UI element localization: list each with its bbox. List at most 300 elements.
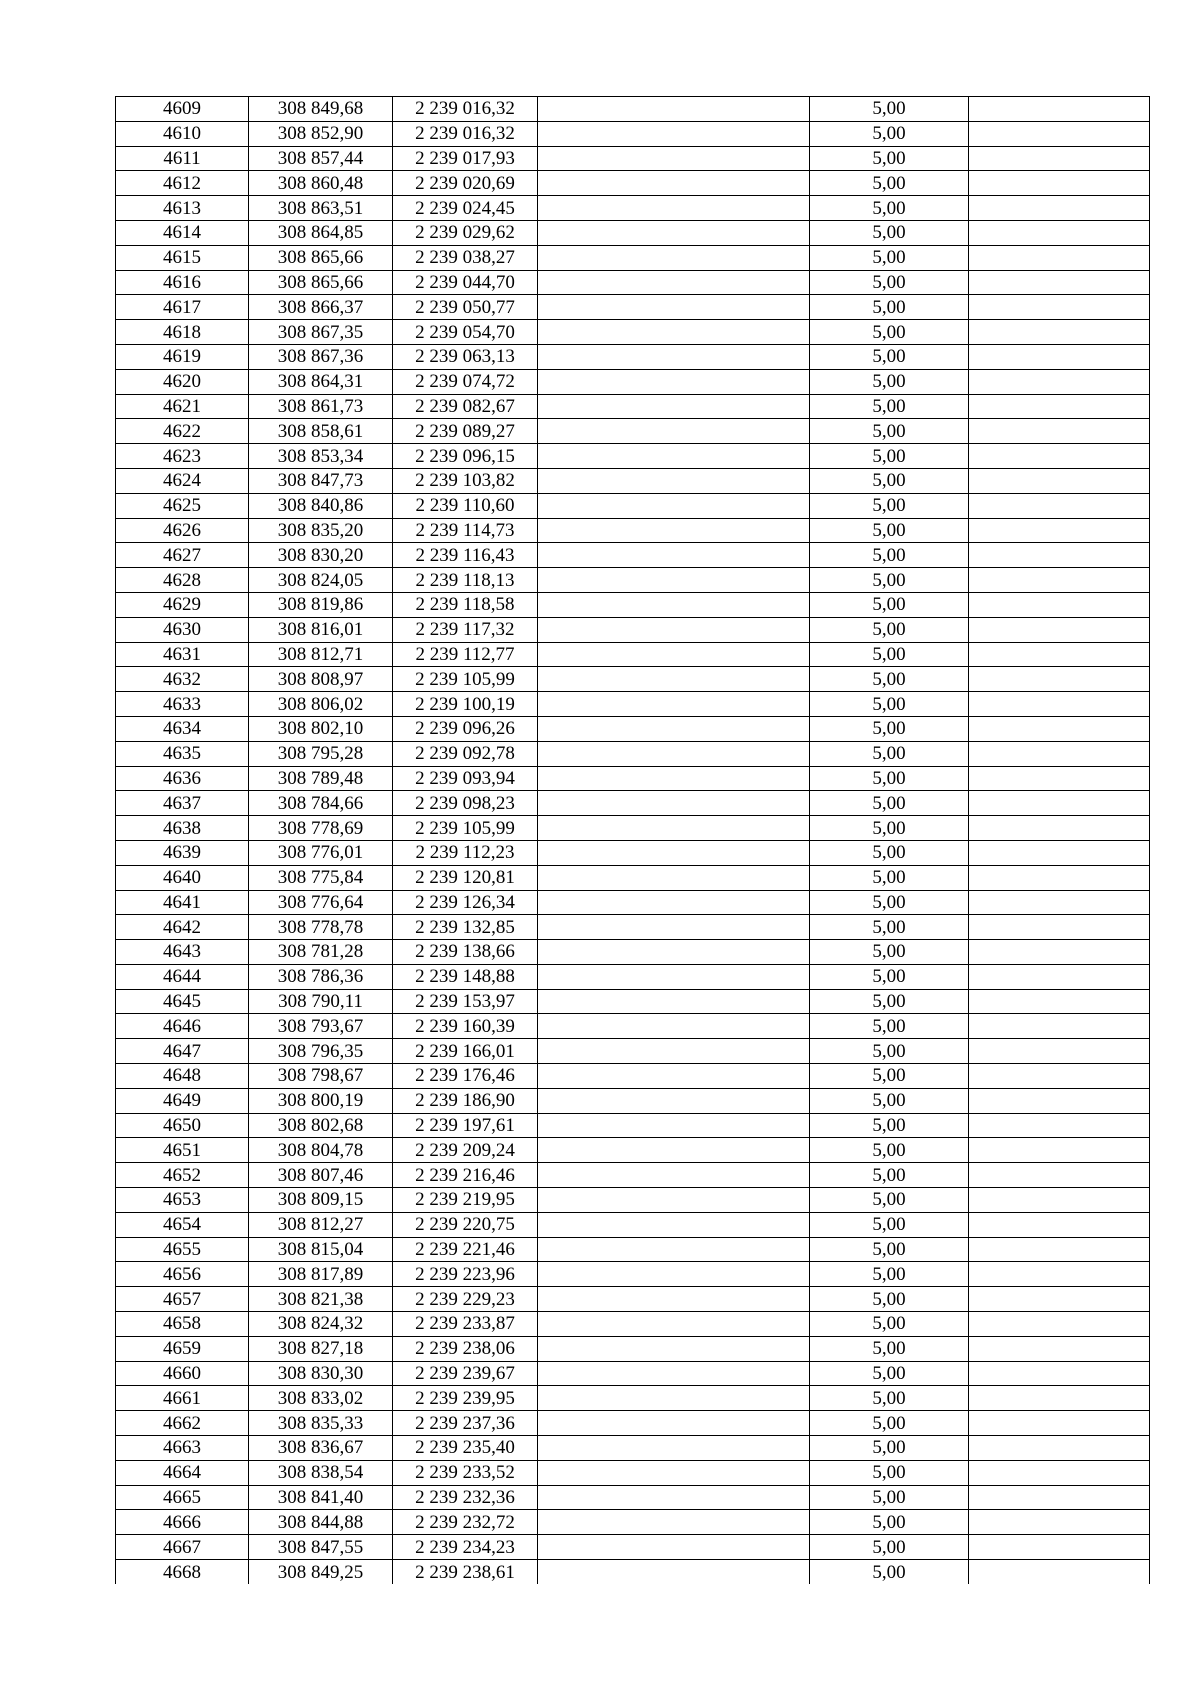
table-row xyxy=(116,592,1150,617)
point-number-cell: 4634 xyxy=(116,716,249,741)
empty-cell xyxy=(538,394,810,419)
point-number-cell: 4664 xyxy=(116,1460,249,1485)
y-coordinate-cell: 2 239 100,19 xyxy=(393,692,538,717)
x-coordinate-cell: 308 778,69 xyxy=(249,816,393,841)
y-coordinate-cell: 2 239 098,23 xyxy=(393,791,538,816)
x-coordinate-cell: 308 824,05 xyxy=(249,568,393,593)
empty-cell xyxy=(969,1138,1150,1163)
value-cell: 5,00 xyxy=(810,245,969,270)
empty-cell xyxy=(538,1113,810,1138)
table-row xyxy=(116,1014,1150,1039)
value-cell: 5,00 xyxy=(810,543,969,568)
table-row xyxy=(116,369,1150,394)
empty-cell xyxy=(538,369,810,394)
y-coordinate-cell: 2 239 112,23 xyxy=(393,840,538,865)
value-cell: 5,00 xyxy=(810,518,969,543)
empty-cell xyxy=(969,1460,1150,1485)
empty-cell xyxy=(538,171,810,196)
y-coordinate-cell: 2 239 110,60 xyxy=(393,493,538,518)
empty-cell xyxy=(969,642,1150,667)
x-coordinate-cell: 308 830,30 xyxy=(249,1361,393,1386)
table-row xyxy=(116,1386,1150,1411)
point-number-cell: 4646 xyxy=(116,1014,249,1039)
table-row xyxy=(116,320,1150,345)
point-number-cell: 4647 xyxy=(116,1039,249,1064)
x-coordinate-cell: 308 809,15 xyxy=(249,1188,393,1213)
empty-cell xyxy=(969,915,1150,940)
y-coordinate-cell: 2 239 238,61 xyxy=(393,1560,538,1585)
empty-cell xyxy=(538,1212,810,1237)
value-cell: 5,00 xyxy=(810,270,969,295)
table-row xyxy=(116,716,1150,741)
empty-cell xyxy=(538,97,810,122)
empty-cell xyxy=(969,964,1150,989)
point-number-cell: 4641 xyxy=(116,890,249,915)
value-cell: 5,00 xyxy=(810,295,969,320)
y-coordinate-cell: 2 239 050,77 xyxy=(393,295,538,320)
value-cell: 5,00 xyxy=(810,1088,969,1113)
empty-cell xyxy=(969,840,1150,865)
table-row xyxy=(116,444,1150,469)
value-cell: 5,00 xyxy=(810,97,969,122)
empty-cell xyxy=(538,1039,810,1064)
empty-cell xyxy=(538,1014,810,1039)
y-coordinate-cell: 2 239 020,69 xyxy=(393,171,538,196)
x-coordinate-cell: 308 830,20 xyxy=(249,543,393,568)
value-cell: 5,00 xyxy=(810,667,969,692)
empty-cell xyxy=(538,692,810,717)
x-coordinate-cell: 308 804,78 xyxy=(249,1138,393,1163)
y-coordinate-cell: 2 239 016,32 xyxy=(393,97,538,122)
empty-cell xyxy=(969,1336,1150,1361)
empty-cell xyxy=(538,667,810,692)
empty-cell xyxy=(538,989,810,1014)
x-coordinate-cell: 308 776,64 xyxy=(249,890,393,915)
point-number-cell: 4637 xyxy=(116,791,249,816)
x-coordinate-cell: 308 816,01 xyxy=(249,617,393,642)
point-number-cell: 4665 xyxy=(116,1485,249,1510)
empty-cell xyxy=(969,419,1150,444)
empty-cell xyxy=(538,1386,810,1411)
empty-cell xyxy=(538,1535,810,1560)
empty-cell xyxy=(969,1014,1150,1039)
value-cell: 5,00 xyxy=(810,468,969,493)
value-cell: 5,00 xyxy=(810,840,969,865)
empty-cell xyxy=(969,1262,1150,1287)
point-number-cell: 4661 xyxy=(116,1386,249,1411)
value-cell: 5,00 xyxy=(810,1014,969,1039)
empty-cell xyxy=(538,1138,810,1163)
y-coordinate-cell: 2 239 105,99 xyxy=(393,816,538,841)
y-coordinate-cell: 2 239 237,36 xyxy=(393,1411,538,1436)
x-coordinate-cell: 308 798,67 xyxy=(249,1064,393,1089)
value-cell: 5,00 xyxy=(810,444,969,469)
x-coordinate-cell: 308 802,68 xyxy=(249,1113,393,1138)
empty-cell xyxy=(538,592,810,617)
empty-cell xyxy=(969,1088,1150,1113)
table-row xyxy=(116,419,1150,444)
empty-cell xyxy=(969,791,1150,816)
table-row xyxy=(116,617,1150,642)
value-cell: 5,00 xyxy=(810,1039,969,1064)
empty-cell xyxy=(969,444,1150,469)
empty-cell xyxy=(969,816,1150,841)
point-number-cell: 4633 xyxy=(116,692,249,717)
value-cell: 5,00 xyxy=(810,1386,969,1411)
y-coordinate-cell: 2 239 082,67 xyxy=(393,394,538,419)
empty-cell xyxy=(538,915,810,940)
y-coordinate-cell: 2 239 089,27 xyxy=(393,419,538,444)
empty-cell xyxy=(969,1212,1150,1237)
empty-cell xyxy=(969,146,1150,171)
table-row xyxy=(116,791,1150,816)
point-number-cell: 4660 xyxy=(116,1361,249,1386)
table-row xyxy=(116,468,1150,493)
value-cell: 5,00 xyxy=(810,1560,969,1585)
point-number-cell: 4623 xyxy=(116,444,249,469)
point-number-cell: 4628 xyxy=(116,568,249,593)
empty-cell xyxy=(538,121,810,146)
empty-cell xyxy=(969,989,1150,1014)
table-row xyxy=(116,816,1150,841)
empty-cell xyxy=(969,667,1150,692)
y-coordinate-cell: 2 239 239,95 xyxy=(393,1386,538,1411)
x-coordinate-cell: 308 793,67 xyxy=(249,1014,393,1039)
empty-cell xyxy=(969,1361,1150,1386)
point-number-cell: 4619 xyxy=(116,344,249,369)
y-coordinate-cell: 2 239 233,52 xyxy=(393,1460,538,1485)
point-number-cell: 4622 xyxy=(116,419,249,444)
point-number-cell: 4614 xyxy=(116,220,249,245)
y-coordinate-cell: 2 239 166,01 xyxy=(393,1039,538,1064)
x-coordinate-cell: 308 867,35 xyxy=(249,320,393,345)
table-row xyxy=(116,1287,1150,1312)
empty-cell xyxy=(969,1485,1150,1510)
empty-cell xyxy=(538,1436,810,1461)
y-coordinate-cell: 2 239 017,93 xyxy=(393,146,538,171)
y-coordinate-cell: 2 239 221,46 xyxy=(393,1237,538,1262)
x-coordinate-cell: 308 795,28 xyxy=(249,741,393,766)
table-row xyxy=(116,1262,1150,1287)
empty-cell xyxy=(538,1262,810,1287)
empty-cell xyxy=(538,518,810,543)
point-number-cell: 4640 xyxy=(116,865,249,890)
y-coordinate-cell: 2 239 044,70 xyxy=(393,270,538,295)
x-coordinate-cell: 308 841,40 xyxy=(249,1485,393,1510)
table-row xyxy=(116,692,1150,717)
empty-cell xyxy=(538,1411,810,1436)
empty-cell xyxy=(969,1113,1150,1138)
point-number-cell: 4630 xyxy=(116,617,249,642)
table-row xyxy=(116,394,1150,419)
empty-cell xyxy=(969,766,1150,791)
value-cell: 5,00 xyxy=(810,196,969,221)
empty-cell xyxy=(538,716,810,741)
x-coordinate-cell: 308 796,35 xyxy=(249,1039,393,1064)
value-cell: 5,00 xyxy=(810,419,969,444)
empty-cell xyxy=(538,444,810,469)
point-number-cell: 4639 xyxy=(116,840,249,865)
value-cell: 5,00 xyxy=(810,1188,969,1213)
value-cell: 5,00 xyxy=(810,146,969,171)
y-coordinate-cell: 2 239 029,62 xyxy=(393,220,538,245)
x-coordinate-cell: 308 849,25 xyxy=(249,1560,393,1585)
value-cell: 5,00 xyxy=(810,121,969,146)
point-number-cell: 4620 xyxy=(116,369,249,394)
point-number-cell: 4618 xyxy=(116,320,249,345)
point-number-cell: 4610 xyxy=(116,121,249,146)
x-coordinate-cell: 308 775,84 xyxy=(249,865,393,890)
point-number-cell: 4652 xyxy=(116,1163,249,1188)
table-row xyxy=(116,1188,1150,1213)
x-coordinate-cell: 308 786,36 xyxy=(249,964,393,989)
y-coordinate-cell: 2 239 232,72 xyxy=(393,1510,538,1535)
point-number-cell: 4643 xyxy=(116,940,249,965)
y-coordinate-cell: 2 239 092,78 xyxy=(393,741,538,766)
x-coordinate-cell: 308 852,90 xyxy=(249,121,393,146)
y-coordinate-cell: 2 239 093,94 xyxy=(393,766,538,791)
table-row xyxy=(116,1560,1150,1585)
table-row xyxy=(116,1336,1150,1361)
empty-cell xyxy=(969,518,1150,543)
y-coordinate-cell: 2 239 216,46 xyxy=(393,1163,538,1188)
y-coordinate-cell: 2 239 232,36 xyxy=(393,1485,538,1510)
x-coordinate-cell: 308 840,86 xyxy=(249,493,393,518)
empty-cell xyxy=(538,220,810,245)
y-coordinate-cell: 2 239 117,32 xyxy=(393,617,538,642)
empty-cell xyxy=(969,1386,1150,1411)
value-cell: 5,00 xyxy=(810,964,969,989)
empty-cell xyxy=(969,1436,1150,1461)
y-coordinate-cell: 2 239 223,96 xyxy=(393,1262,538,1287)
x-coordinate-cell: 308 857,44 xyxy=(249,146,393,171)
table-row xyxy=(116,1113,1150,1138)
point-number-cell: 4609 xyxy=(116,97,249,122)
point-number-cell: 4650 xyxy=(116,1113,249,1138)
table-row xyxy=(116,1361,1150,1386)
y-coordinate-cell: 2 239 219,95 xyxy=(393,1188,538,1213)
y-coordinate-cell: 2 239 153,97 xyxy=(393,989,538,1014)
empty-cell xyxy=(538,1560,810,1585)
value-cell: 5,00 xyxy=(810,369,969,394)
y-coordinate-cell: 2 239 220,75 xyxy=(393,1212,538,1237)
x-coordinate-cell: 308 827,18 xyxy=(249,1336,393,1361)
empty-cell xyxy=(538,245,810,270)
point-number-cell: 4613 xyxy=(116,196,249,221)
table-row xyxy=(116,344,1150,369)
x-coordinate-cell: 308 860,48 xyxy=(249,171,393,196)
point-number-cell: 4615 xyxy=(116,245,249,270)
y-coordinate-cell: 2 239 234,23 xyxy=(393,1535,538,1560)
x-coordinate-cell: 308 807,46 xyxy=(249,1163,393,1188)
empty-cell xyxy=(969,1312,1150,1337)
empty-cell xyxy=(969,1560,1150,1585)
value-cell: 5,00 xyxy=(810,1411,969,1436)
empty-cell xyxy=(969,121,1150,146)
empty-cell xyxy=(969,171,1150,196)
empty-cell xyxy=(538,791,810,816)
value-cell: 5,00 xyxy=(810,1436,969,1461)
empty-cell xyxy=(538,196,810,221)
value-cell: 5,00 xyxy=(810,890,969,915)
table-row xyxy=(116,146,1150,171)
y-coordinate-cell: 2 239 176,46 xyxy=(393,1064,538,1089)
point-number-cell: 4611 xyxy=(116,146,249,171)
x-coordinate-cell: 308 812,71 xyxy=(249,642,393,667)
empty-cell xyxy=(538,543,810,568)
table-row xyxy=(116,1163,1150,1188)
point-number-cell: 4658 xyxy=(116,1312,249,1337)
empty-cell xyxy=(969,1535,1150,1560)
empty-cell xyxy=(538,940,810,965)
table-row xyxy=(116,1510,1150,1535)
empty-cell xyxy=(538,816,810,841)
table-row xyxy=(116,493,1150,518)
point-number-cell: 4666 xyxy=(116,1510,249,1535)
table-row xyxy=(116,1138,1150,1163)
x-coordinate-cell: 308 847,73 xyxy=(249,468,393,493)
table-row xyxy=(116,1088,1150,1113)
point-number-cell: 4624 xyxy=(116,468,249,493)
y-coordinate-cell: 2 239 148,88 xyxy=(393,964,538,989)
y-coordinate-cell: 2 239 209,24 xyxy=(393,1138,538,1163)
empty-cell xyxy=(538,865,810,890)
x-coordinate-cell: 308 812,27 xyxy=(249,1212,393,1237)
y-coordinate-cell: 2 239 197,61 xyxy=(393,1113,538,1138)
empty-cell xyxy=(969,344,1150,369)
point-number-cell: 4617 xyxy=(116,295,249,320)
point-number-cell: 4625 xyxy=(116,493,249,518)
table-row xyxy=(116,121,1150,146)
empty-cell xyxy=(538,617,810,642)
table-row xyxy=(116,1039,1150,1064)
x-coordinate-cell: 308 781,28 xyxy=(249,940,393,965)
empty-cell xyxy=(969,196,1150,221)
value-cell: 5,00 xyxy=(810,1163,969,1188)
y-coordinate-cell: 2 239 118,58 xyxy=(393,592,538,617)
y-coordinate-cell: 2 239 126,34 xyxy=(393,890,538,915)
point-number-cell: 4642 xyxy=(116,915,249,940)
y-coordinate-cell: 2 239 118,13 xyxy=(393,568,538,593)
value-cell: 5,00 xyxy=(810,1237,969,1262)
empty-cell xyxy=(538,146,810,171)
y-coordinate-cell: 2 239 096,26 xyxy=(393,716,538,741)
table-row xyxy=(116,964,1150,989)
y-coordinate-cell: 2 239 112,77 xyxy=(393,642,538,667)
x-coordinate-cell: 308 802,10 xyxy=(249,716,393,741)
empty-cell xyxy=(969,320,1150,345)
value-cell: 5,00 xyxy=(810,592,969,617)
empty-cell xyxy=(538,1163,810,1188)
table-row xyxy=(116,295,1150,320)
empty-cell xyxy=(969,1039,1150,1064)
empty-cell xyxy=(969,220,1150,245)
empty-cell xyxy=(969,865,1150,890)
x-coordinate-cell: 308 844,88 xyxy=(249,1510,393,1535)
empty-cell xyxy=(538,270,810,295)
point-number-cell: 4645 xyxy=(116,989,249,1014)
x-coordinate-cell: 308 836,67 xyxy=(249,1436,393,1461)
empty-cell xyxy=(538,493,810,518)
x-coordinate-cell: 308 865,66 xyxy=(249,245,393,270)
point-number-cell: 4657 xyxy=(116,1287,249,1312)
empty-cell xyxy=(969,394,1150,419)
value-cell: 5,00 xyxy=(810,568,969,593)
value-cell: 5,00 xyxy=(810,692,969,717)
y-coordinate-cell: 2 239 063,13 xyxy=(393,344,538,369)
table-row xyxy=(116,1436,1150,1461)
empty-cell xyxy=(969,1188,1150,1213)
empty-cell xyxy=(538,964,810,989)
value-cell: 5,00 xyxy=(810,1212,969,1237)
empty-cell xyxy=(969,493,1150,518)
empty-cell xyxy=(969,1064,1150,1089)
table-row xyxy=(116,1064,1150,1089)
point-number-cell: 4616 xyxy=(116,270,249,295)
y-coordinate-cell: 2 239 160,39 xyxy=(393,1014,538,1039)
y-coordinate-cell: 2 239 016,32 xyxy=(393,121,538,146)
y-coordinate-cell: 2 239 074,72 xyxy=(393,369,538,394)
point-number-cell: 4653 xyxy=(116,1188,249,1213)
y-coordinate-cell: 2 239 114,73 xyxy=(393,518,538,543)
table-row xyxy=(116,766,1150,791)
coordinates-table xyxy=(115,96,1150,1584)
empty-cell xyxy=(538,840,810,865)
value-cell: 5,00 xyxy=(810,915,969,940)
x-coordinate-cell: 308 835,20 xyxy=(249,518,393,543)
value-cell: 5,00 xyxy=(810,171,969,196)
x-coordinate-cell: 308 819,86 xyxy=(249,592,393,617)
point-number-cell: 4648 xyxy=(116,1064,249,1089)
x-coordinate-cell: 308 861,73 xyxy=(249,394,393,419)
empty-cell xyxy=(538,766,810,791)
table-row xyxy=(116,518,1150,543)
value-cell: 5,00 xyxy=(810,865,969,890)
y-coordinate-cell: 2 239 120,81 xyxy=(393,865,538,890)
table-row xyxy=(116,1312,1150,1337)
y-coordinate-cell: 2 239 024,45 xyxy=(393,196,538,221)
value-cell: 5,00 xyxy=(810,394,969,419)
empty-cell xyxy=(969,245,1150,270)
table-row xyxy=(116,890,1150,915)
point-number-cell: 4655 xyxy=(116,1237,249,1262)
y-coordinate-cell: 2 239 105,99 xyxy=(393,667,538,692)
value-cell: 5,00 xyxy=(810,1485,969,1510)
value-cell: 5,00 xyxy=(810,716,969,741)
x-coordinate-cell: 308 864,85 xyxy=(249,220,393,245)
table-row xyxy=(116,1411,1150,1436)
x-coordinate-cell: 308 824,32 xyxy=(249,1312,393,1337)
empty-cell xyxy=(969,1237,1150,1262)
empty-cell xyxy=(538,741,810,766)
y-coordinate-cell: 2 239 238,06 xyxy=(393,1336,538,1361)
value-cell: 5,00 xyxy=(810,642,969,667)
y-coordinate-cell: 2 239 186,90 xyxy=(393,1088,538,1113)
x-coordinate-cell: 308 815,04 xyxy=(249,1237,393,1262)
x-coordinate-cell: 308 867,36 xyxy=(249,344,393,369)
empty-cell xyxy=(969,1163,1150,1188)
table-row xyxy=(116,97,1150,122)
x-coordinate-cell: 308 864,31 xyxy=(249,369,393,394)
empty-cell xyxy=(538,295,810,320)
x-coordinate-cell: 308 821,38 xyxy=(249,1287,393,1312)
value-cell: 5,00 xyxy=(810,1460,969,1485)
empty-cell xyxy=(969,890,1150,915)
empty-cell xyxy=(538,1064,810,1089)
point-number-cell: 4662 xyxy=(116,1411,249,1436)
empty-cell xyxy=(969,716,1150,741)
point-number-cell: 4654 xyxy=(116,1212,249,1237)
